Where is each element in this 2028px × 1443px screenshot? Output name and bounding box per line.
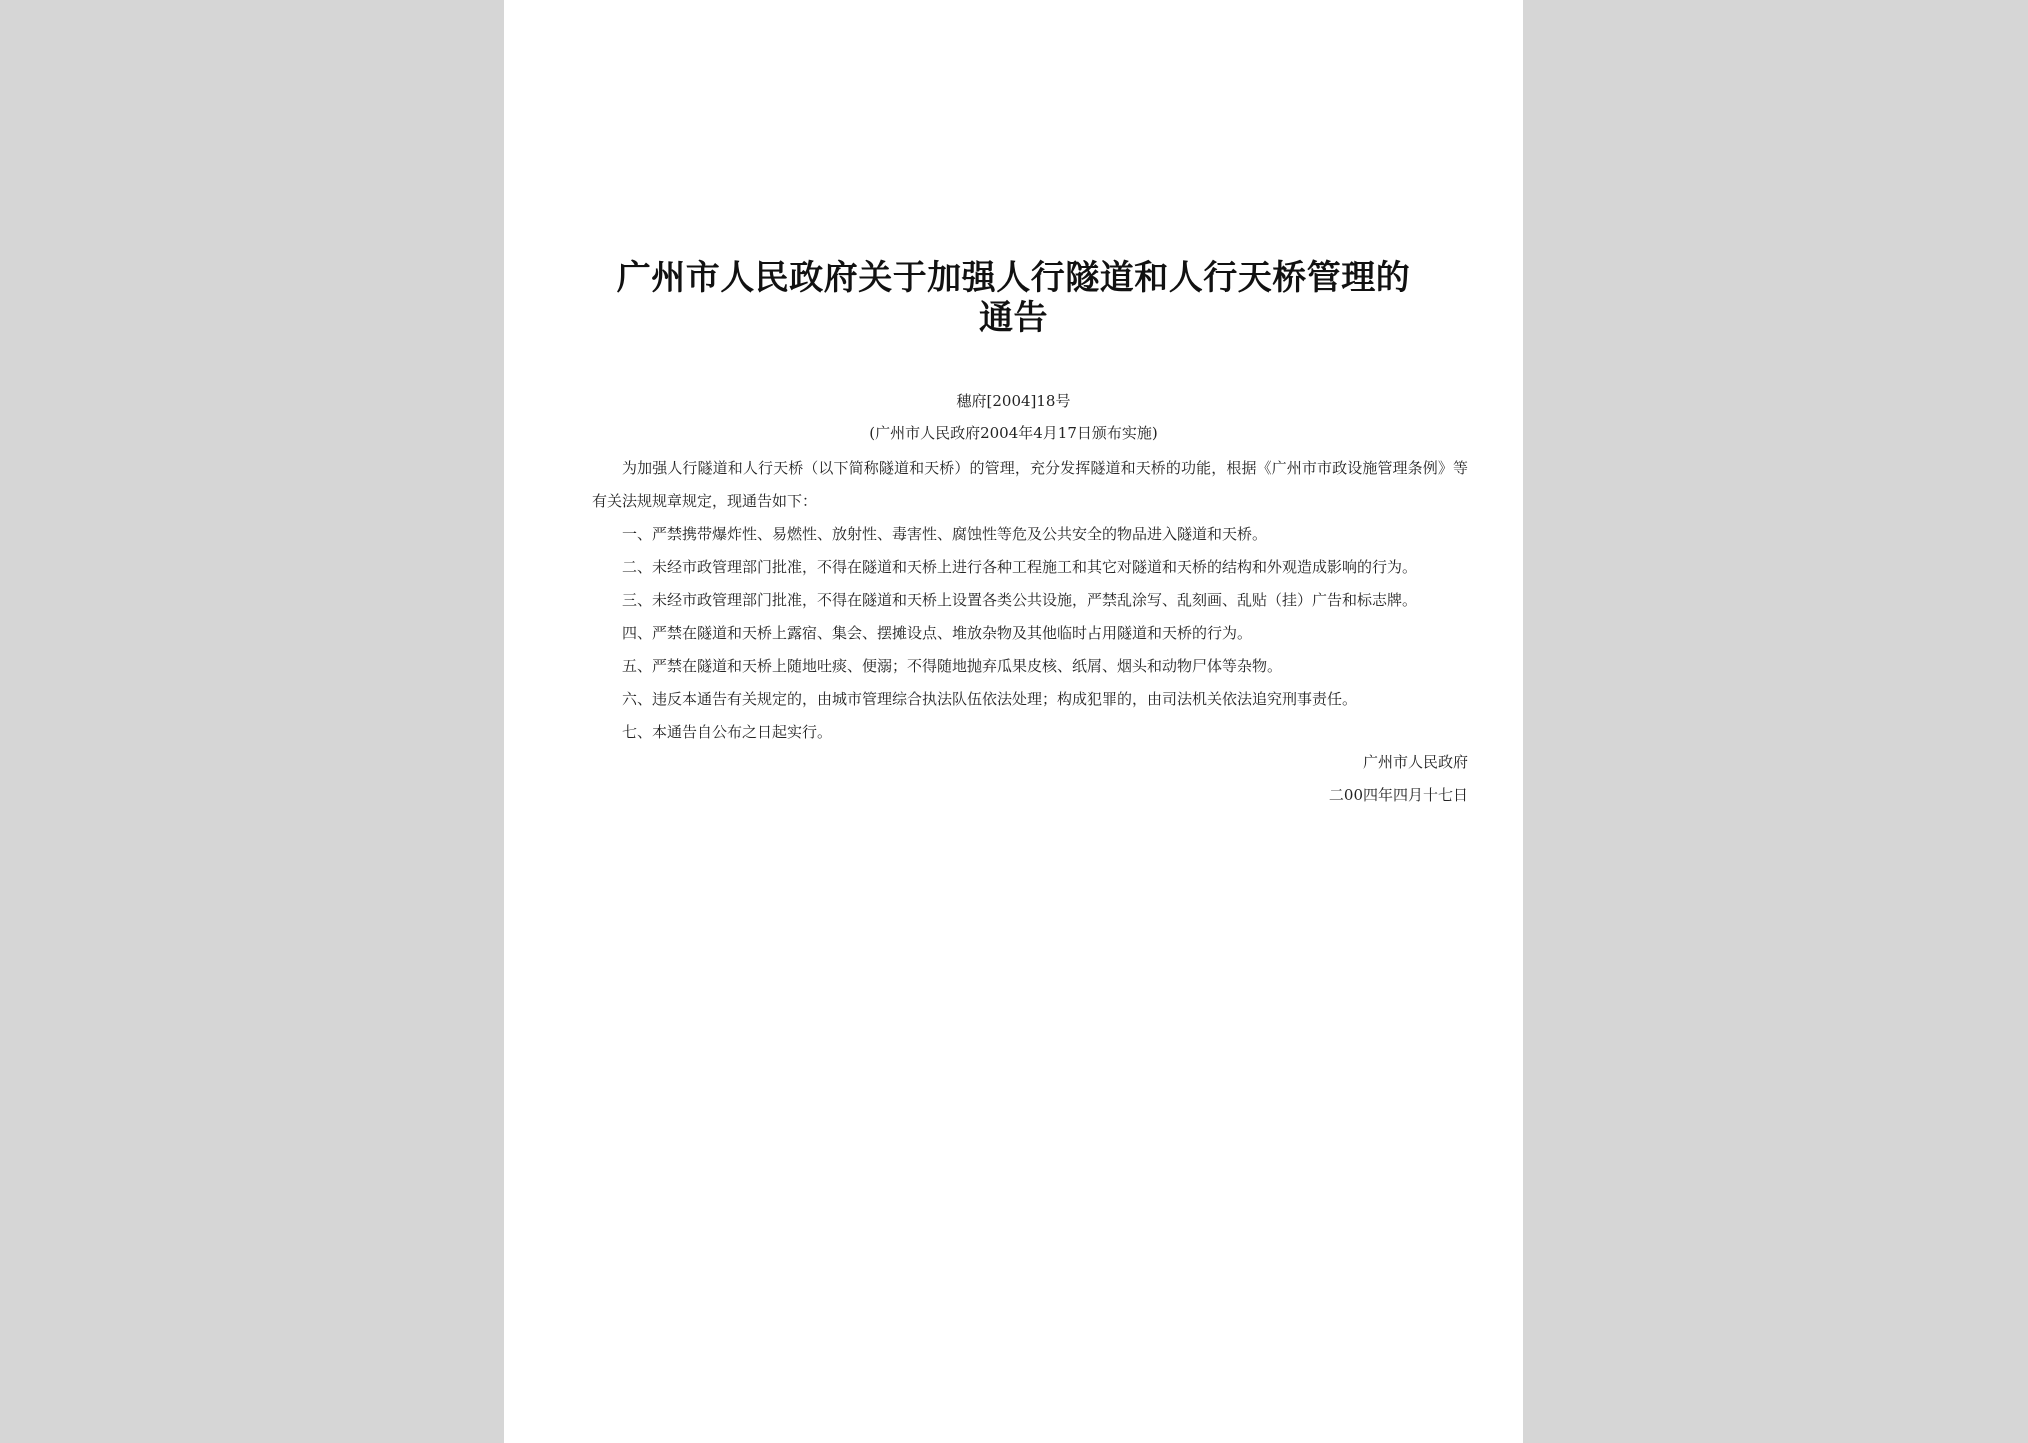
list-item: 七、本通告自公布之日起实行。 [622, 723, 833, 741]
document-page [504, 0, 1523, 1443]
list-item: 三、未经市政管理部门批准，不得在隧道和天桥上设置各类公共设施，严禁乱涂写、乱刻画、乱贴（挂）广告和标志牌。 [622, 591, 1418, 609]
list-item: 六、违反本通告有关规定的，由城市管理综合执法队伍依法处理；构成犯罪的，由司法机关依法追究刑事责任。 [622, 690, 1358, 708]
document-number: 穗府[2004]18号 [956, 392, 1071, 410]
signature-date: 二00四年四月十七日 [1328, 786, 1468, 804]
list-item: 五、严禁在隧道和天桥上随地吐痰、便溺；不得随地抛弃瓜果皮核、纸屑、烟头和动物尸体等杂物。 [622, 657, 1283, 675]
list-item: 二、未经市政管理部门批准，不得在隧道和天桥上进行各种工程施工和其它对隧道和天桥的结构和外观造成影响的行为。 [622, 558, 1418, 576]
list-item: 一、严禁携带爆炸性、易燃性、放射性、毒害性、腐蚀性等危及公共安全的物品进入隧道和天桥。 [622, 525, 1268, 543]
list-item: 四、严禁在隧道和天桥上露宿、集会、摆摊设点、堆放杂物及其他临时占用隧道和天桥的行为。 [622, 624, 1253, 642]
document-title [504, 258, 1523, 338]
intro-paragraph: 为加强人行隧道和人行天桥（以下简称隧道和天桥）的管理，充分发挥隧道和天桥的功能，根据《广州市市政设施管理条例》等有关法规规章规定，现通告如下： [592, 459, 1468, 510]
issued-note: (广州市人民政府2004年4月17日颁布实施) [869, 424, 1158, 442]
title-line-2: 通告 [979, 298, 1048, 338]
title-line-1: 广州市人民政府关于加强人行隧道和人行天桥管理的 [616, 258, 1411, 298]
document-body [592, 452, 1468, 749]
signature-organization: 广州市人民政府 [1362, 753, 1468, 771]
